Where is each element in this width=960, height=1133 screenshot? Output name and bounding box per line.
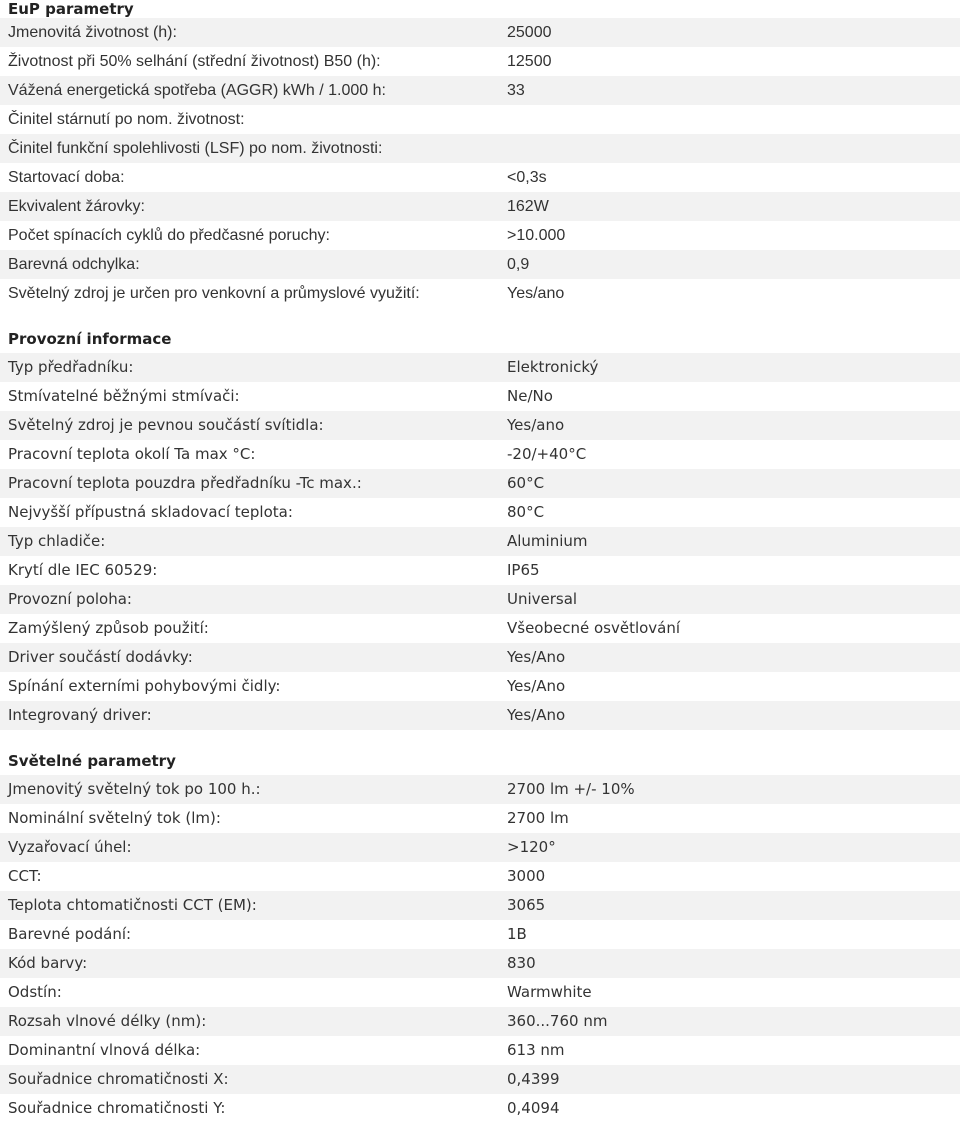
row-value: Yes/Ano — [507, 706, 566, 724]
row-label: Souřadnice chromatičnosti Y: — [8, 1099, 226, 1117]
row-label: Souřadnice chromatičnosti X: — [8, 1070, 229, 1088]
row-label: Světelný zdroj je určen pro venkovní a průmyslové využití: — [8, 285, 420, 302]
table-row — [0, 891, 960, 920]
table-row — [0, 382, 960, 411]
row-value: Aluminium — [507, 532, 588, 550]
table-row — [0, 1065, 960, 1094]
row-label: Typ předřadníku: — [8, 358, 134, 376]
row-value: 613 nm — [507, 1041, 565, 1059]
row-value: Všeobecné osvětlování — [507, 619, 681, 637]
row-value: 360...760 nm — [507, 1012, 608, 1030]
row-label: Počet spínacích cyklů do předčasné poruchy: — [8, 227, 330, 244]
table-row — [0, 978, 960, 1007]
section-title: Světelné parametry — [8, 752, 176, 770]
table-row — [0, 862, 960, 891]
section-eup-parameters — [0, 0, 960, 308]
row-label: CCT: — [8, 867, 42, 885]
row-value: 33 — [507, 82, 525, 99]
row-label: Typ chladiče: — [8, 532, 106, 550]
row-value: 60°C — [507, 474, 545, 492]
row-label: Dominantní vlnová délka: — [8, 1041, 201, 1059]
row-value: Yes/ano — [507, 416, 565, 434]
table-row — [0, 949, 960, 978]
row-label: Zamýšlený způsob použití: — [8, 619, 209, 637]
section-operating-info — [0, 326, 960, 730]
table-row — [0, 527, 960, 556]
row-label: Barevná odchylka: — [8, 256, 140, 273]
row-label: Kód barvy: — [8, 954, 88, 972]
table-row — [0, 250, 960, 279]
row-label: Integrovaný driver: — [8, 706, 152, 724]
table-row — [0, 192, 960, 221]
table-row — [0, 643, 960, 672]
row-label: Nominální světelný tok (lm): — [8, 809, 221, 827]
spec-table — [0, 353, 960, 730]
row-value: Yes/Ano — [507, 648, 566, 666]
row-label: Startovací doba: — [8, 169, 125, 186]
table-row — [0, 498, 960, 527]
row-label: Pracovní teplota okolí Ta max °C: — [8, 445, 256, 463]
table-row — [0, 1007, 960, 1036]
table-row — [0, 585, 960, 614]
table-row — [0, 833, 960, 862]
row-value: 162W — [507, 198, 549, 215]
table-row — [0, 701, 960, 730]
row-value: 0,4399 — [507, 1070, 560, 1088]
table-row — [0, 920, 960, 949]
table-row — [0, 18, 960, 47]
row-value: 12500 — [507, 53, 552, 70]
section-title: Provozní informace — [8, 330, 172, 348]
row-label: Provozní poloha: — [8, 590, 132, 608]
table-row — [0, 105, 960, 134]
row-label: Pracovní teplota pouzdra předřadníku -Tc max.: — [8, 474, 362, 492]
row-label: Jmenovitá životnost (h): — [8, 24, 177, 41]
row-value: IP65 — [507, 561, 540, 579]
row-value: >10.000 — [507, 227, 566, 244]
table-row — [0, 1036, 960, 1065]
table-row — [0, 672, 960, 701]
table-row — [0, 775, 960, 804]
row-label: Rozsah vlnové délky (nm): — [8, 1012, 207, 1030]
table-row — [0, 1094, 960, 1123]
row-value: <0,3s — [507, 169, 547, 186]
row-label: Vážená energetická spotřeba (AGGR) kWh / 1.000 h: — [8, 82, 386, 99]
row-value: Warmwhite — [507, 983, 592, 1001]
table-row — [0, 134, 960, 163]
row-label: Odstín: — [8, 983, 62, 1001]
row-value: >120° — [507, 838, 556, 856]
row-value: 2700 lm +/- 10% — [507, 780, 635, 798]
row-label: Ekvivalent žárovky: — [8, 198, 145, 215]
row-value: 80°C — [507, 503, 545, 521]
table-row — [0, 353, 960, 382]
spec-table — [0, 18, 960, 308]
row-label: Činitel stárnutí po nom. životnost: — [8, 111, 245, 128]
row-value: 3000 — [507, 867, 546, 885]
table-row — [0, 221, 960, 250]
row-label: Stmívatelné běžnými stmívači: — [8, 387, 240, 405]
row-value: Yes/ano — [507, 285, 565, 302]
row-label: Životnost při 50% selhání (střední životnost) B50 (h): — [8, 53, 381, 70]
row-label: Driver součástí dodávky: — [8, 648, 193, 666]
row-value: 2700 lm — [507, 809, 569, 827]
row-value: Yes/Ano — [507, 677, 566, 695]
section-title: EuP parametry — [8, 0, 134, 18]
row-label: Spínání externími pohybovými čidly: — [8, 677, 281, 695]
table-row — [0, 440, 960, 469]
row-value: Elektronický — [507, 358, 599, 376]
row-value: 3065 — [507, 896, 546, 914]
row-value: 0,9 — [507, 256, 530, 273]
table-row — [0, 411, 960, 440]
table-row — [0, 76, 960, 105]
row-label: Nejvyšší přípustná skladovací teplota: — [8, 503, 293, 521]
row-label: Barevné podání: — [8, 925, 132, 943]
row-value: Universal — [507, 590, 578, 608]
table-row — [0, 556, 960, 585]
row-label: Vyzařovací úhel: — [8, 838, 132, 856]
table-row — [0, 163, 960, 192]
row-label: Teplota chtomatičnosti CCT (EM): — [8, 896, 257, 914]
table-row — [0, 804, 960, 833]
row-value: 25000 — [507, 24, 552, 41]
row-value: 0,4094 — [507, 1099, 560, 1117]
row-label: Jmenovitý světelný tok po 100 h.: — [8, 780, 261, 798]
spec-table — [0, 775, 960, 1123]
row-value: -20/+40°C — [507, 445, 587, 463]
row-label: Činitel funkční spolehlivosti (LSF) po nom. životnosti: — [8, 140, 383, 157]
table-row — [0, 47, 960, 76]
row-value: 1B — [507, 925, 527, 943]
row-label: Krytí dle IEC 60529: — [8, 561, 158, 579]
table-row — [0, 614, 960, 643]
row-label: Světelný zdroj je pevnou součástí svítidla: — [8, 416, 324, 434]
row-value: 830 — [507, 954, 536, 972]
table-row — [0, 279, 960, 308]
row-value: Ne/No — [507, 387, 553, 405]
section-light-parameters — [0, 748, 960, 1123]
table-row — [0, 469, 960, 498]
